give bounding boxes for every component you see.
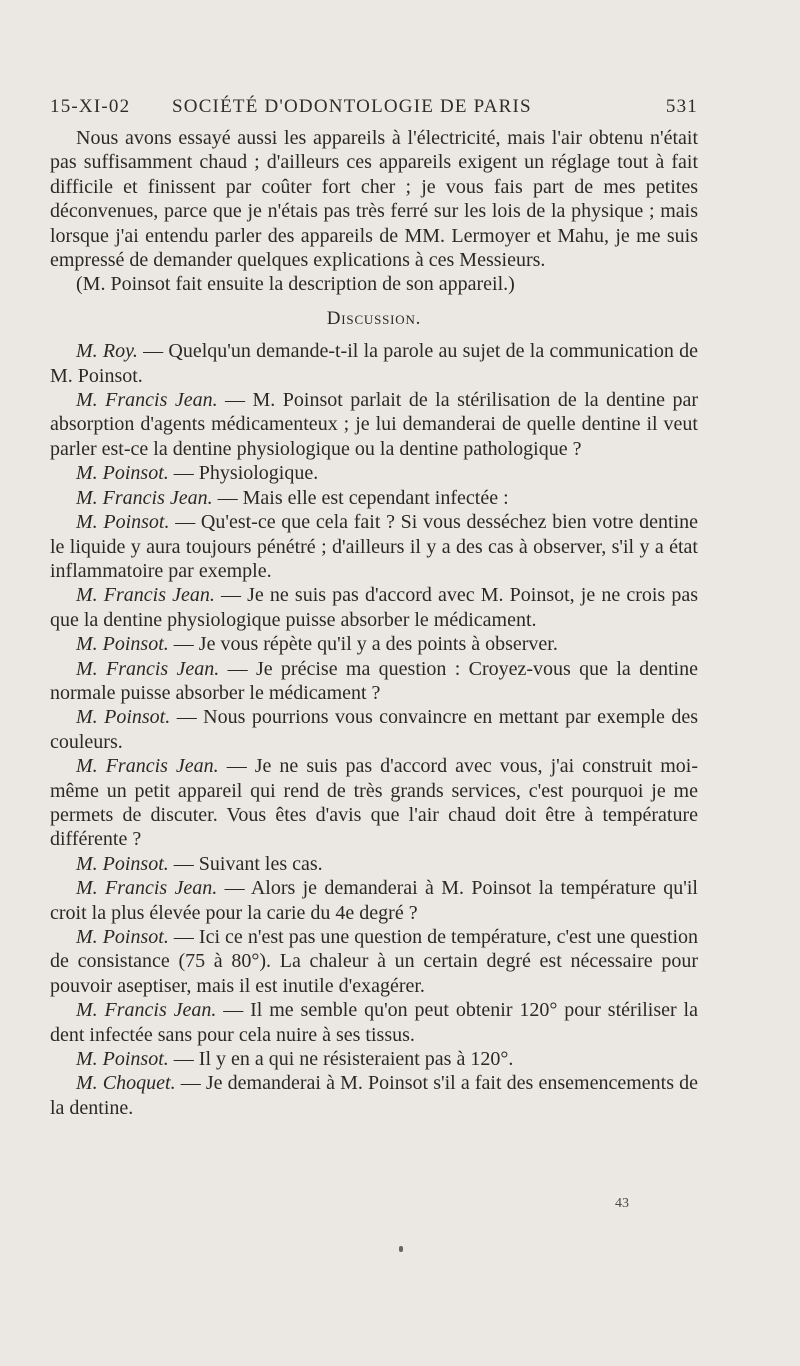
speech-text: — Mais elle est cependant infectée : [212,486,509,509]
speech-text: — Qu'est-ce que cela fait ? Si vous desséchez bien votre dentine le liquide y aura toujours pénétré ; d'ailleurs il y a des cas à observer, s'il y a état inflammatoire par exemple. [50,511,698,582]
speaker-name: M. Poinsot. [76,1048,169,1071]
discussion-entry [50,998,698,1047]
discussion-entry [50,925,698,998]
discussion-entry [50,1047,698,1071]
discussion-entry [50,461,698,485]
discussion-entry [50,632,698,656]
speech-text: — Je vous répète qu'il y a des points à observer. [168,633,558,656]
speech-text: — Quelqu'un demande-t-il la parole au sujet de la communication de M. Poinsot. [50,340,698,387]
page-number: 531 [665,96,698,117]
discussion-entry [50,754,698,852]
speaker-name: M. Francis Jean. [76,389,218,412]
speech-text: — Je ne suis pas d'accord avec M. Poinsot, je ne crois pas que la dentine physiologique puisse absorber le médicament. [50,584,698,631]
speaker-name: M. Francis Jean. [76,877,218,900]
discussion-entry [50,339,698,388]
speech-text: — Je ne suis pas d'accord avec vous, j'ai construit moi-même un petit appareil qui rend de très grands services, c'est pourquoi je me permets de discuter. Vous êtes d'avis que l'air chaud doit être à température différente ? [50,755,698,851]
speech-text: — Je précise ma question : Croyez-vous que la dentine normale puisse absorber le médicament ? [50,657,698,704]
speaker-name: M. Poinsot. [76,852,169,875]
speaker-name: M. Poinsot. [76,926,169,948]
speaker-name: M. Francis Jean. [76,755,219,778]
discussion-entry [50,583,698,632]
speaker-name: M. Poinsot. [76,633,169,656]
speaker-name: M. Francis Jean. [76,657,220,680]
speaker-name: M. Francis Jean. [76,486,213,509]
body-text [50,126,698,1120]
speech-text: — Il me semble qu'on peut obtenir 120° pour stériliser la dent infectée sans pour cela nuire à ses tissus. [50,999,698,1046]
speaker-name: M. Choquet. [76,1072,176,1095]
speaker-name: M. Francis Jean. [76,999,217,1022]
header-title: SOCIÉTÉ D'ODONTOLOGIE DE PARIS [172,96,532,117]
page [50,94,698,1120]
speaker-name: M. Poinsot. [76,511,170,534]
discussion-entry [50,657,698,706]
speech-text: — Suivant les cas. [168,852,323,875]
header-date: 15-XI-02 [50,96,131,117]
speaker-name: M. Roy. [76,340,138,363]
discussion-entry [50,388,698,461]
speaker-name: M. Francis Jean. [76,584,215,607]
discussion-entry [50,876,698,925]
speaker-name: M. Poinsot. [76,462,169,485]
section-heading: Discussion. [326,307,422,329]
speaker-name: M. Poinsot. [76,706,171,729]
discussion-entry [50,1071,698,1120]
speech-text: — M. Poinsot parlait de la stérilisation de la dentine par absorption d'agents médicamenteux ; je lui demanderai de quelle dentine il veut parler est-ce la dentine physiologique ou la dentine pathologique ? [50,389,698,460]
speech-text: — Il y en a qui ne résisteraient pas à 120°. [168,1048,514,1071]
speech-text: — Je demanderai à M. Poinsot s'il a fait des ensemencements de la dentine. [50,1072,698,1119]
speech-text: — Physiologique. [168,462,319,485]
paragraph: (M. Poinsot fait ensuite la description de son appareil.) [76,273,515,296]
speech-text: — Alors je demanderai à M. Poinsot la température qu'il croit la plus élevée pour la carie du 4e degré ? [50,877,698,924]
discussion-entry [50,486,698,510]
discussion [50,339,698,1120]
speech-text: — Nous pourrions vous convaincre en mettant par exemple des couleurs. [50,706,698,753]
discussion-entry [50,705,698,754]
discussion-entry [50,510,698,583]
discussion-entry [50,852,698,876]
running-header [50,94,698,126]
signature-mark: 43 [615,1196,629,1211]
speech-text: — Ici ce n'est pas une question de température, c'est une question de consistance (75 à 80°). La chaleur à un certain degré est nécessaire pour pouvoir aseptiser, mais il est inutile d'exagérer. [50,926,699,997]
paragraph: Nous avons essayé aussi les appareils à l'électricité, mais l'air obtenu n'était pas suffisamment chaud ; d'ailleurs ces appareils exigent un réglage tout à fait difficile et finissent par coûter fort cher ; je vous fais part de mes petites déconvenues, parce que je n'étais pas très ferré sur les lois de la physique ; mais lorsque j'ai entendu parler des appareils de MM. Lermoyer et Mahu, je me suis empressé de demander quelques explications à ces Messieurs. [50,127,698,272]
ink-speck [399,1246,403,1252]
